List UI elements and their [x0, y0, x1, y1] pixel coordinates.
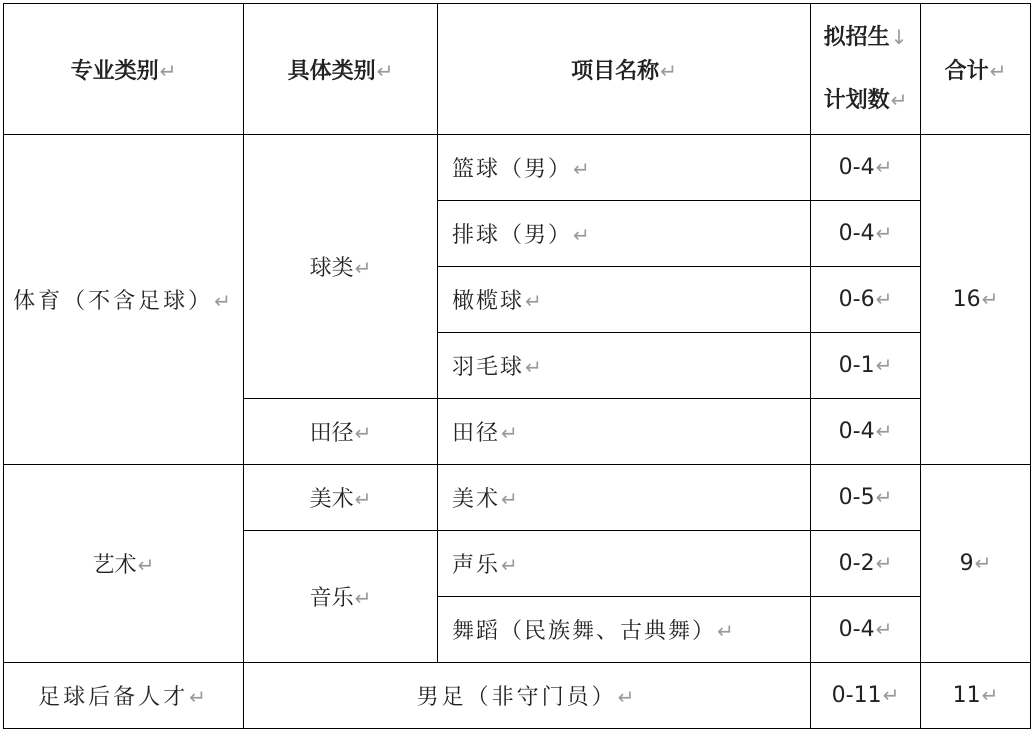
track-subcategory-cell [244, 399, 438, 465]
project-cell [438, 399, 811, 465]
return-mark-icon: ↵ [875, 617, 893, 641]
sports-total: 16 [952, 287, 981, 312]
return-mark-icon: ↵ [875, 221, 893, 245]
project-name: 排球（男） [452, 223, 573, 248]
return-mark-icon: ↵ [189, 685, 209, 709]
project-name: 羽毛球 [452, 355, 525, 380]
enrollment-plan-table [3, 3, 1031, 729]
project-cell [438, 135, 811, 201]
return-mark-icon: ↵ [717, 619, 736, 643]
enrollment-table-container [3, 3, 1031, 729]
header-subcategory-cell [244, 4, 438, 135]
sports-category-cell [4, 135, 244, 465]
plan-cell [811, 267, 921, 333]
header-project-cell [438, 4, 811, 135]
fine-arts-subcategory: 美术 [309, 487, 354, 512]
header-plan-line1: 拟招生 [823, 25, 890, 50]
plan-value: 0-6 [838, 287, 875, 312]
header-project: 项目名称 [571, 58, 660, 84]
plan-cell [811, 333, 921, 399]
football-plan-cell [811, 663, 921, 729]
arts-category: 艺术 [92, 553, 137, 578]
plan-cell [811, 399, 921, 465]
track-subcategory: 田径 [309, 421, 354, 446]
header-plan-line2: 计划数 [823, 88, 890, 113]
music-subcategory-cell [244, 531, 438, 663]
return-mark-icon: ↵ [137, 553, 155, 577]
ball-subcategory: 球类 [309, 256, 354, 281]
return-mark-icon: ↵ [882, 683, 900, 707]
return-mark-icon: ↵ [525, 289, 544, 313]
project-cell [438, 465, 811, 531]
sports-category: 体育（不含足球） [13, 289, 214, 314]
return-mark-icon: ↵ [501, 487, 520, 511]
project-name: 声乐 [452, 553, 501, 578]
ball-subcategory-cell [244, 135, 438, 399]
project-cell [438, 333, 811, 399]
return-mark-icon: ↵ [875, 353, 893, 377]
arts-total: 9 [959, 551, 974, 576]
project-cell [438, 201, 811, 267]
return-mark-icon: ↵ [875, 287, 893, 311]
return-mark-icon: ↵ [875, 155, 893, 179]
return-mark-icon: ↵ [660, 58, 677, 83]
project-cell [438, 531, 811, 597]
football-category: 足球后备人才 [38, 685, 189, 710]
table-row [4, 663, 1031, 729]
fine-arts-subcategory-cell [244, 465, 438, 531]
project-name: 田径 [452, 421, 501, 446]
plan-value: 0-4 [838, 419, 875, 444]
football-total: 11 [952, 683, 981, 708]
header-row [4, 4, 1031, 135]
return-mark-icon: ↵ [354, 586, 372, 610]
header-category: 专业类别 [70, 58, 159, 84]
project-name: 篮球（男） [452, 157, 573, 182]
plan-value: 0-4 [838, 617, 875, 642]
header-total-cell [921, 4, 1031, 135]
table-row [4, 135, 1031, 201]
return-mark-icon: ↵ [890, 88, 908, 112]
return-mark-icon: ↵ [875, 485, 893, 509]
plan-cell [811, 597, 921, 663]
header-category-cell [4, 4, 244, 135]
header-total: 合计 [944, 58, 989, 84]
plan-value: 0-4 [838, 155, 875, 180]
return-mark-icon: ↵ [159, 58, 177, 83]
return-mark-icon: ↵ [501, 421, 520, 445]
project-cell [438, 597, 811, 663]
header-plan-cell [811, 4, 921, 135]
return-mark-icon: ↵ [981, 287, 999, 311]
return-mark-icon: ↵ [573, 223, 592, 247]
arts-category-cell [4, 465, 244, 663]
return-mark-icon: ↵ [573, 157, 592, 181]
project-name: 美术 [452, 487, 501, 512]
return-mark-icon: ↵ [989, 58, 1007, 83]
football-project-cell [244, 663, 811, 729]
music-subcategory: 音乐 [309, 586, 354, 611]
plan-value: 0-5 [838, 485, 875, 510]
return-mark-icon: ↵ [376, 58, 394, 83]
return-mark-icon: ↵ [981, 683, 999, 707]
plan-value: 0-1 [838, 353, 875, 378]
arts-total-cell [921, 465, 1031, 663]
table-row [4, 465, 1031, 531]
football-category-cell [4, 663, 244, 729]
plan-value: 0-2 [838, 551, 875, 576]
project-cell [438, 267, 811, 333]
return-mark-icon: ↵ [617, 685, 638, 709]
return-mark-icon: ↵ [525, 355, 544, 379]
sports-total-cell [921, 135, 1031, 465]
football-project: 男足（非守门员） [416, 685, 617, 710]
return-mark-icon: ↵ [875, 551, 893, 575]
football-total-cell [921, 663, 1031, 729]
plan-cell [811, 465, 921, 531]
return-mark-icon: ↵ [214, 289, 234, 313]
down-arrow-mark-icon: ↓ [890, 25, 908, 49]
return-mark-icon: ↵ [354, 421, 372, 445]
return-mark-icon: ↵ [974, 551, 992, 575]
return-mark-icon: ↵ [875, 419, 893, 443]
plan-cell [811, 135, 921, 201]
football-plan: 0-11 [831, 683, 882, 708]
plan-cell [811, 201, 921, 267]
project-name: 舞蹈（民族舞、古典舞） [452, 619, 717, 644]
plan-cell [811, 531, 921, 597]
plan-value: 0-4 [838, 221, 875, 246]
return-mark-icon: ↵ [501, 553, 520, 577]
project-name: 橄榄球 [452, 289, 525, 314]
header-subcategory: 具体类别 [287, 58, 376, 84]
return-mark-icon: ↵ [354, 256, 372, 280]
return-mark-icon: ↵ [354, 487, 372, 511]
